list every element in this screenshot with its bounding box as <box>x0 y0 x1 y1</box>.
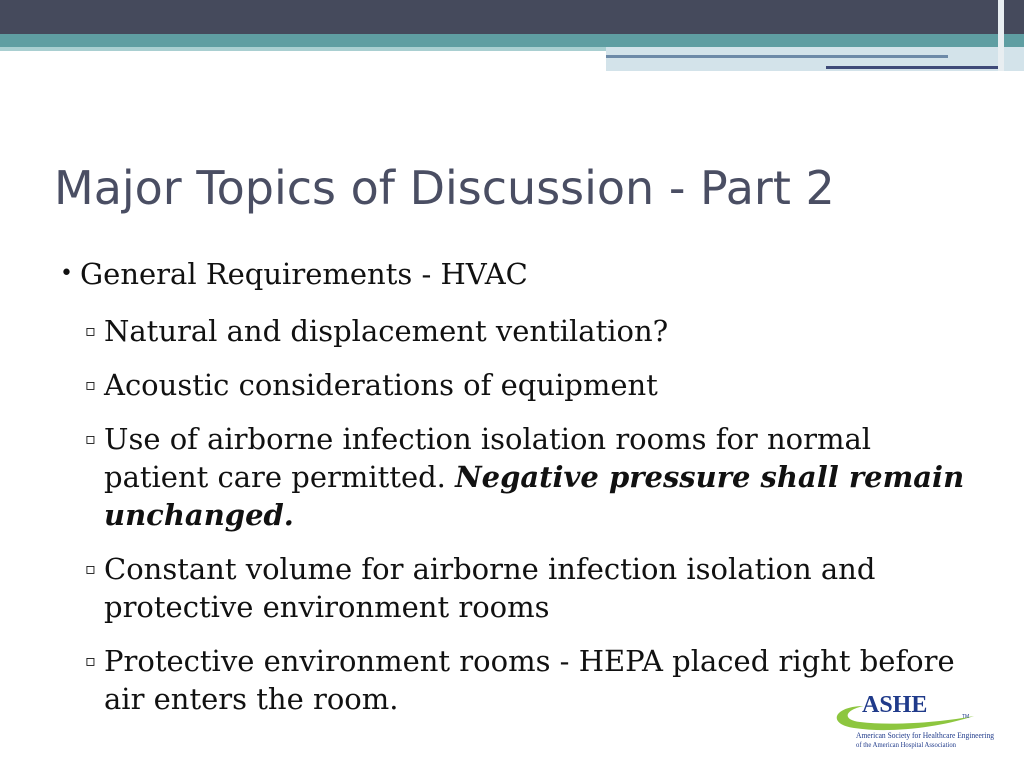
list-item-text: Constant volume for airborne infection isolation and protective environment rooms <box>104 552 876 624</box>
slide-title: Major Topics of Discussion - Part 2 <box>54 161 835 215</box>
corner-decoration-line <box>606 55 948 58</box>
topic-bullet <box>60 254 960 294</box>
list-item <box>60 420 974 534</box>
ashe-logo <box>824 676 996 752</box>
logo-name: ASHE <box>862 692 928 718</box>
header-band <box>0 0 1024 34</box>
list-item <box>60 312 974 350</box>
header-accent-band <box>0 34 1024 47</box>
square-bullet-icon: ▫ <box>85 651 96 670</box>
list-item <box>60 550 974 626</box>
list-item-text: Natural and displacement ventilation? <box>104 314 669 348</box>
list-item-text: Use of airborne infection isolation rooms for normal patient care permitted. <box>104 422 872 494</box>
corner-decoration-line <box>826 66 1004 69</box>
square-bullet-icon: ▫ <box>85 375 96 394</box>
topic-text: General Requirements - HVAC <box>80 257 528 291</box>
corner-decoration-edge <box>998 0 1004 71</box>
list-item-emphasis: Negative pressure shall remain unchanged. <box>104 460 965 532</box>
header-accent-line <box>0 47 606 51</box>
logo-subtitle-2: of the American Hospital Association <box>856 741 957 749</box>
list-item-text: Protective environment rooms - HEPA placed right before air enters the room. <box>104 644 955 716</box>
square-bullet-icon: ▫ <box>85 321 96 340</box>
logo-subtitle: American Society for Healthcare Engineering <box>856 730 995 740</box>
slide-body <box>60 254 965 734</box>
list-item <box>60 366 974 404</box>
list-item-text: Acoustic considerations of equipment <box>104 368 658 402</box>
square-bullet-icon: ▫ <box>85 429 96 448</box>
logo-trademark: TM <box>962 714 970 720</box>
square-bullet-icon: ▫ <box>85 559 96 578</box>
bullet-dot: • <box>60 261 73 286</box>
